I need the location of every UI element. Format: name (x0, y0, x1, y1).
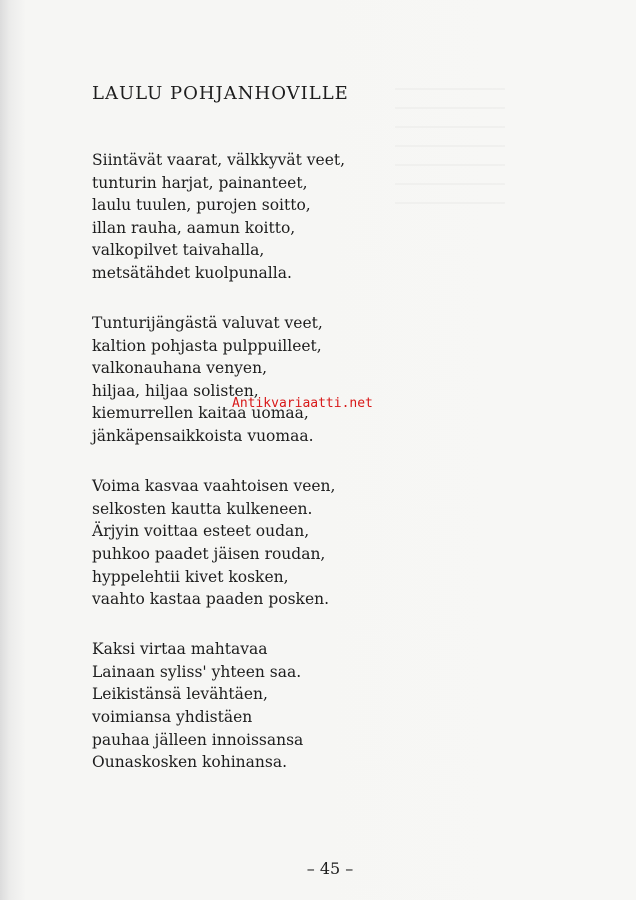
poem-line: valkonauhana venyen, (92, 359, 268, 378)
poem-title: LAULU POHJANHOVILLE (92, 83, 349, 104)
poem-line: metsätähdet kuolpunalla. (92, 263, 292, 282)
poem-line: Lainaan syliss' yhteen saa. (92, 662, 302, 681)
page-number: – 45 – (306, 859, 354, 878)
poem-line: valkopilvet taivahalla, (92, 241, 265, 260)
poem-line: hiljaa, hiljaa solisten, (92, 381, 259, 400)
watermark-text: Antikvariaatti.net (232, 396, 373, 411)
poem-line: Siintävät vaarat, välkkyvät veet, (92, 151, 346, 169)
poem-line: Ärjyin voittaa esteet oudan, (92, 522, 310, 541)
poem-line: laulu tuulen, purojen soitto, (92, 196, 311, 215)
poem-line: Kaksi virtaa mahtavaa (92, 640, 268, 659)
poem-line: hyppelehtii kivet kosken, (92, 567, 289, 586)
poem-line: Voima kasvaa vaahtoisen veen, (92, 477, 336, 496)
poem-line: puhkoo paadet jäisen roudan, (92, 544, 326, 563)
poem-line: voimiansa yhdistäen (92, 707, 253, 726)
stanza-2 (92, 312, 512, 448)
poem-line: vaahto kastaa paaden posken. (92, 590, 330, 609)
poem-body (92, 149, 512, 801)
poem-line: Leikistänsä levähtäen, (92, 685, 268, 704)
stanza-1 (92, 149, 512, 285)
poem-line: tunturin harjat, painanteet, (92, 173, 308, 192)
poem-line: kiemurrellen kaitaa uomaa, (92, 404, 309, 423)
poem-line: pauhaa jälleen innoissansa (92, 730, 304, 749)
stanza-3 (92, 475, 512, 611)
stanza-4 (92, 638, 512, 774)
poem-line: illan rauha, aamun koitto, (92, 218, 296, 237)
poem-line: jänkäpensaikkoista vuomaa. (92, 427, 314, 446)
poem-line: Tunturijängästä valuvat veet, (92, 314, 323, 333)
poem-line: kaltion pohjasta pulppuilleet, (92, 336, 322, 355)
poem-line: selkosten kautta kulkeneen. (92, 499, 313, 518)
poem-line: Ounaskosken kohinansa. (92, 753, 288, 772)
